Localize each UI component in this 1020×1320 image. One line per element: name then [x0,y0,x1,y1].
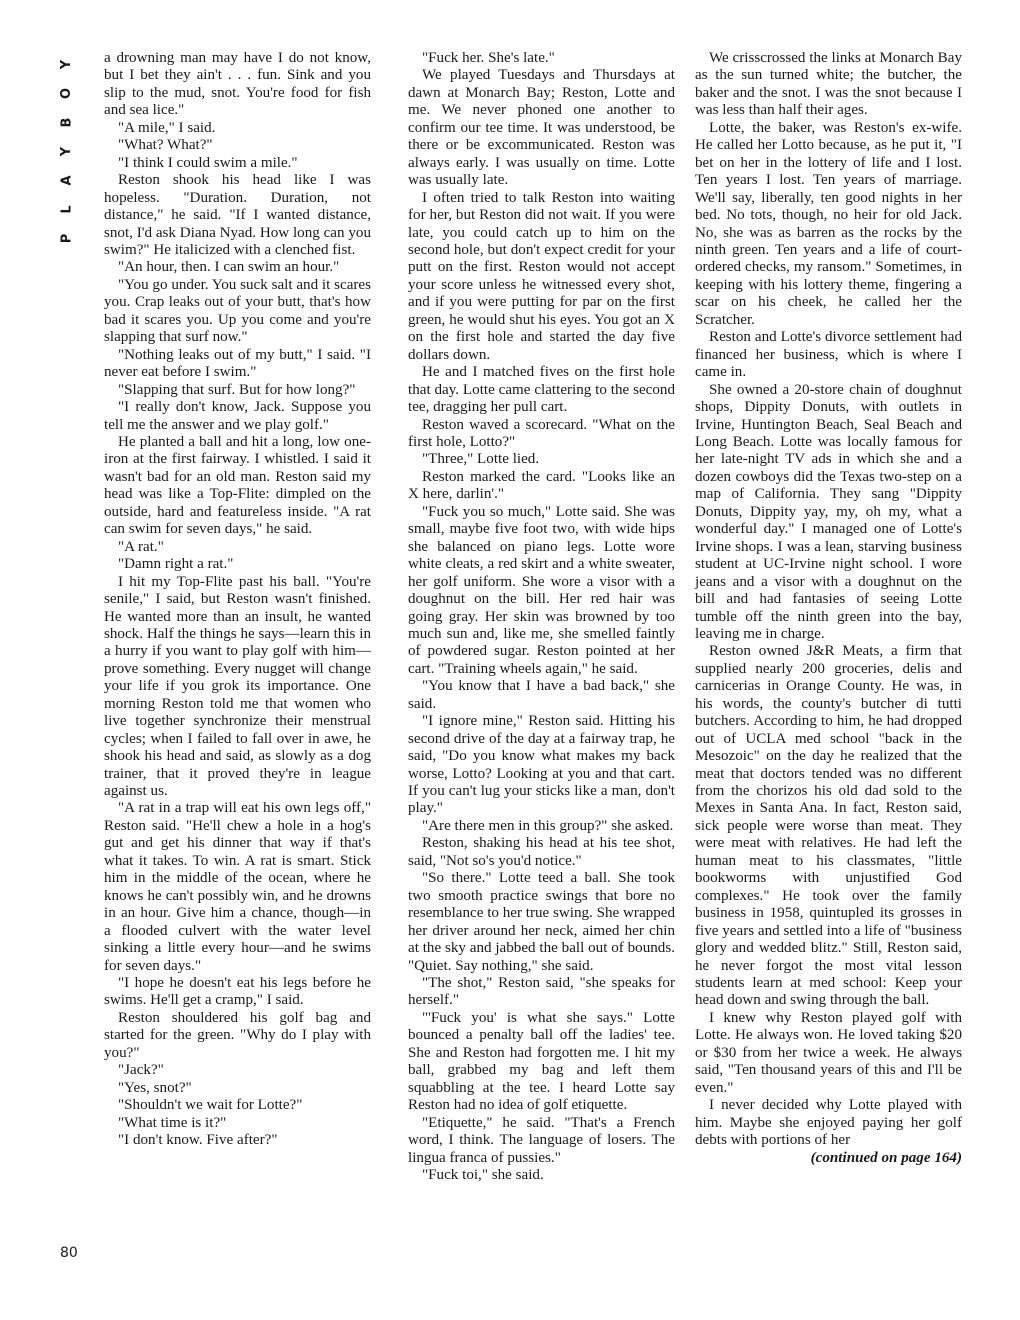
paragraph: She owned a 20-store chain of doughnut shops, Dippity Donuts, with outlets in Irvine, Huntington Beach, Seal Beach and Long Beach. Lotte was locally famous for her late-night TV ads in which she and a dozen cowboys did the Texas two-step on a map of California. They sang "Dippity Donuts, Dippity yay, my, oh my, what a wonderful day." I managed one of Lotte's Irvine shops. I was a lean, starving business student at UC-Irvine night school. I wore jeans and a visor with a doughnut on the bill and had fantasies of seeing Lotte tumble off the ninth green into the bay, leaving me in charge. [695,381,962,642]
masthead-letter: Y [59,59,75,70]
paragraph: "You know that I have a bad back," she said. [408,678,675,712]
paragraph: "I really don't know, Jack. Suppose you tell me the answer and we play golf." [104,399,371,433]
paragraph: a drowning man may have I do not know, but I bet they ain't . . . fun. Sink and you slip to the mud, snot. You're food for fish and sea lice." [104,50,371,119]
paragraph: He and I matched fives on the first hole that day. Lotte came clattering to the second tee, dragging her pull cart. [408,364,675,416]
paragraph: Reston marked the card. "Looks like an X here, darlin'." [408,468,675,503]
paragraph: "I think I could swim a mile." [118,154,298,171]
paragraph: "Jack?" [118,1062,164,1079]
paragraph: "The shot," Reston said, "she speaks for herself." [408,975,675,1009]
paragraph: "A rat." [118,538,164,555]
paragraph: We crisscrossed the links at Monarch Bay as the sun turned white; the butcher, the baker and the snot. I was the snot because I was less than half their ages. [695,50,962,119]
paragraph: I often tried to talk Reston into waiting for her, but Reston did not wait. If you were late, you could catch up to him on the second hole, but don't expect credit for your putt on the first. Reston would not accept your score unless he witnessed every shot, and if you were putting for par on the first green, he would shut his eyes. You got an X on the first hole and started the day five dollars down. [408,189,675,363]
text-column-3 [695,50,962,1167]
masthead-letter: L [59,205,75,214]
paragraph: I hit my Top-Flite past his ball. "You're senile," I said, but Reston wasn't finished. He wanted more than an insult, he wanted shock. Half the things he says—learn this in a hurry if you want to play golf with him—prove something. Every nugget will change your life if you grok its importance. One morning Reston told me that women who live together synchronize their menstrual cycles; when I failed to fall over in awe, he shook his head and said, as slowly as a dog trainer, that it proved they're in league against us. [104,573,371,800]
masthead-letter: Y [59,146,75,157]
paragraph: "Fuck you so much," Lotte said. She was small, maybe five foot two, with wide hips she balanced on piano legs. Lotte wore white cleats, a red skirt and a white sweater, her golf uniform. She wore a visor with a doughnut on the bill. Her red hair was going gray. Her skin was browned by too much sun and, like me, she smelled faintly of powdered sugar. Reston pointed at her cart. "Training wheels again," he said. [408,503,675,677]
masthead-letter: O [59,87,75,100]
paragraph: "What time is it?" [118,1114,227,1131]
paragraph: He planted a ball and hit a long, low one-iron at the first fairway. I whistled. I said it wasn't bad for an old man. Reston said my head was like a Top-Flite: dimpled on the outside, hard and featureless inside. "A rat can swim for seven days," he said. [104,433,371,538]
paragraph: Lotte, the baker, was Reston's ex-wife. He called her Lotto because, as he put it, "I bet on her in the lottery of life and I lost. Ten years I lost. Ten years of marriage. We'll say, liberally, ten good nights in her bed. No tots, though, no heir for old Jack. No, she was as barren as the rocks by the ninth green. Ten years and a life of court-ordered checks, my ransom." Sometimes, in keeping with his lottery theme, fingering a scar on his cheek, he called her the Scratcher. [695,119,962,328]
paragraph: We played Tuesdays and Thursdays at dawn at Monarch Bay; Reston, Lotte and me. We never phoned one another to confirm our tee time. It was understood, be there or be excommunicated. Reston was always early. I was usually on time. Lotte was usually late. [408,67,675,189]
paragraph: "You go under. You suck salt and it scares you. Crap leaks out of your butt, that's how bad it scares you. Up you come and you're slapping that surf now." [104,276,371,346]
paragraph: "Are there men in this group?" she asked. [422,817,674,834]
masthead-letter: B [59,117,75,128]
masthead-letter: A [59,175,75,186]
text-column-1 [104,50,371,1150]
paragraph: "'Fuck you' is what she says." Lotte bounced a penalty ball off the ladies' tee. She and Reston had forgotten me. I hit my ball, grabbed my bag and left them squabbling at the tee. I heard Lotte say Reston had no idea of golf etiquette. [408,1009,675,1114]
paragraph: Reston, shaking his head at his tee shot, said, "Not so's you'd notice." [408,835,675,869]
paragraph: "An hour, then. I can swim an hour." [118,259,340,276]
paragraph: "Slapping that surf. But for how long?" [118,381,356,398]
paragraph: "A mile," I said. [118,119,216,136]
masthead-letter: P [59,233,75,244]
page-number: 80 [60,1245,78,1261]
paragraph: "A rat in a trap will eat his own legs off," Reston said. "He'll chew a hole in a hog's gut and get his dinner that way if that's what it takes. To win. A rat is smart. Stick him in the middle of the ocean, where he knows he can't possibly win, and he drowns in an hour. Give him a chance, though—in a flooded culvert with the water level sinking a little every hour—and he swims for seven days." [104,800,371,974]
paragraph: "Shouldn't we wait for Lotte?" [118,1097,303,1114]
continued-note: (continued on page 164) [810,1149,962,1166]
paragraph: "Fuck toi," she said. [422,1167,544,1183]
paragraph: "Fuck her. She's late." [422,50,555,66]
paragraph: "So there." Lotte teed a ball. She took two smooth practice swings that bore no resemblance to her true swing. She wrapped her driver around her neck, aimed her chin at the sky and jabbed the ball out of bounds. "Quiet. Say nothing," she said. [408,870,675,974]
paragraph: Reston shook his head like I was hopeless. "Duration. Duration, not distance," he said. "If I wanted distance, snot, I'd ask Diana Nyad. How long can you swim?" He italicized with a clenched fist. [104,172,371,258]
paragraph: "Three," Lotte lied. [422,451,540,468]
paragraph: "Nothing leaks out of my butt," I said. "I never eat before I swim." [104,346,371,381]
paragraph: Reston shouldered his golf bag and started for the green. "Why do I play with you?" [104,1009,371,1061]
paragraph: Reston waved a scorecard. "What on the first hole, Lotto?" [408,416,675,450]
paragraph: "What? What?" [118,137,213,154]
paragraph: Reston and Lotte's divorce settlement had financed her business, which is where I came in. [695,329,962,381]
paragraph: "I ignore mine," Reston said. Hitting his second drive of the day at a fairway trap, he said, "Do you know what makes my back worse, Lotto? Looking at you and that cart. If you can't lug your sticks like a man, don't play." [408,713,675,817]
paragraph: "Yes, snot?" [118,1079,192,1096]
text-column-2 [408,50,675,1184]
masthead [56,50,78,253]
paragraph: "I hope he doesn't eat his legs before he swims. He'll get a cramp," I said. [104,975,371,1009]
paragraph: "I don't know. Five after?" [118,1132,278,1149]
paragraph: Reston owned J&R Meats, a firm that supplied nearly 200 groceries, delis and carnicerias in Orange County. He was, in his words, the county's butcher di tutti butchers. According to him, he had dropped out of UCLA med school "back in the Mesozoic" on the day he realized that the meat that doctors tended was no different from the chorizos his old dad sold to the Mexes in Santa Ana. In fact, Reston said, sick people were worse than meat. They were meat with relatives. He had left the human meat to his classmates, "little bookworms with unjustified God complexes." He took over the family business in 1958, quintupled its grosses in five years and settled into a life of "business glory and wedded blitz." Still, Reston said, he never forgot the most vital lesson students learn at med school: Keep your head down and swing through the ball. [695,643,962,1009]
paragraph: "Damn right a rat." [118,556,234,573]
paragraph: I knew why Reston played golf with Lotte. He always won. He loved taking $20 or $30 from her twice a week. He always said, "Ten thousand years of this and I'll be even." [695,1009,962,1096]
paragraph: I never decided why Lotte played with him. Maybe she enjoyed paying her golf debts with portions of her [695,1097,962,1149]
paragraph: "Etiquette," he said. "That's a French word, I think. The language of losers. The lingua franca of pussies." [408,1114,675,1166]
